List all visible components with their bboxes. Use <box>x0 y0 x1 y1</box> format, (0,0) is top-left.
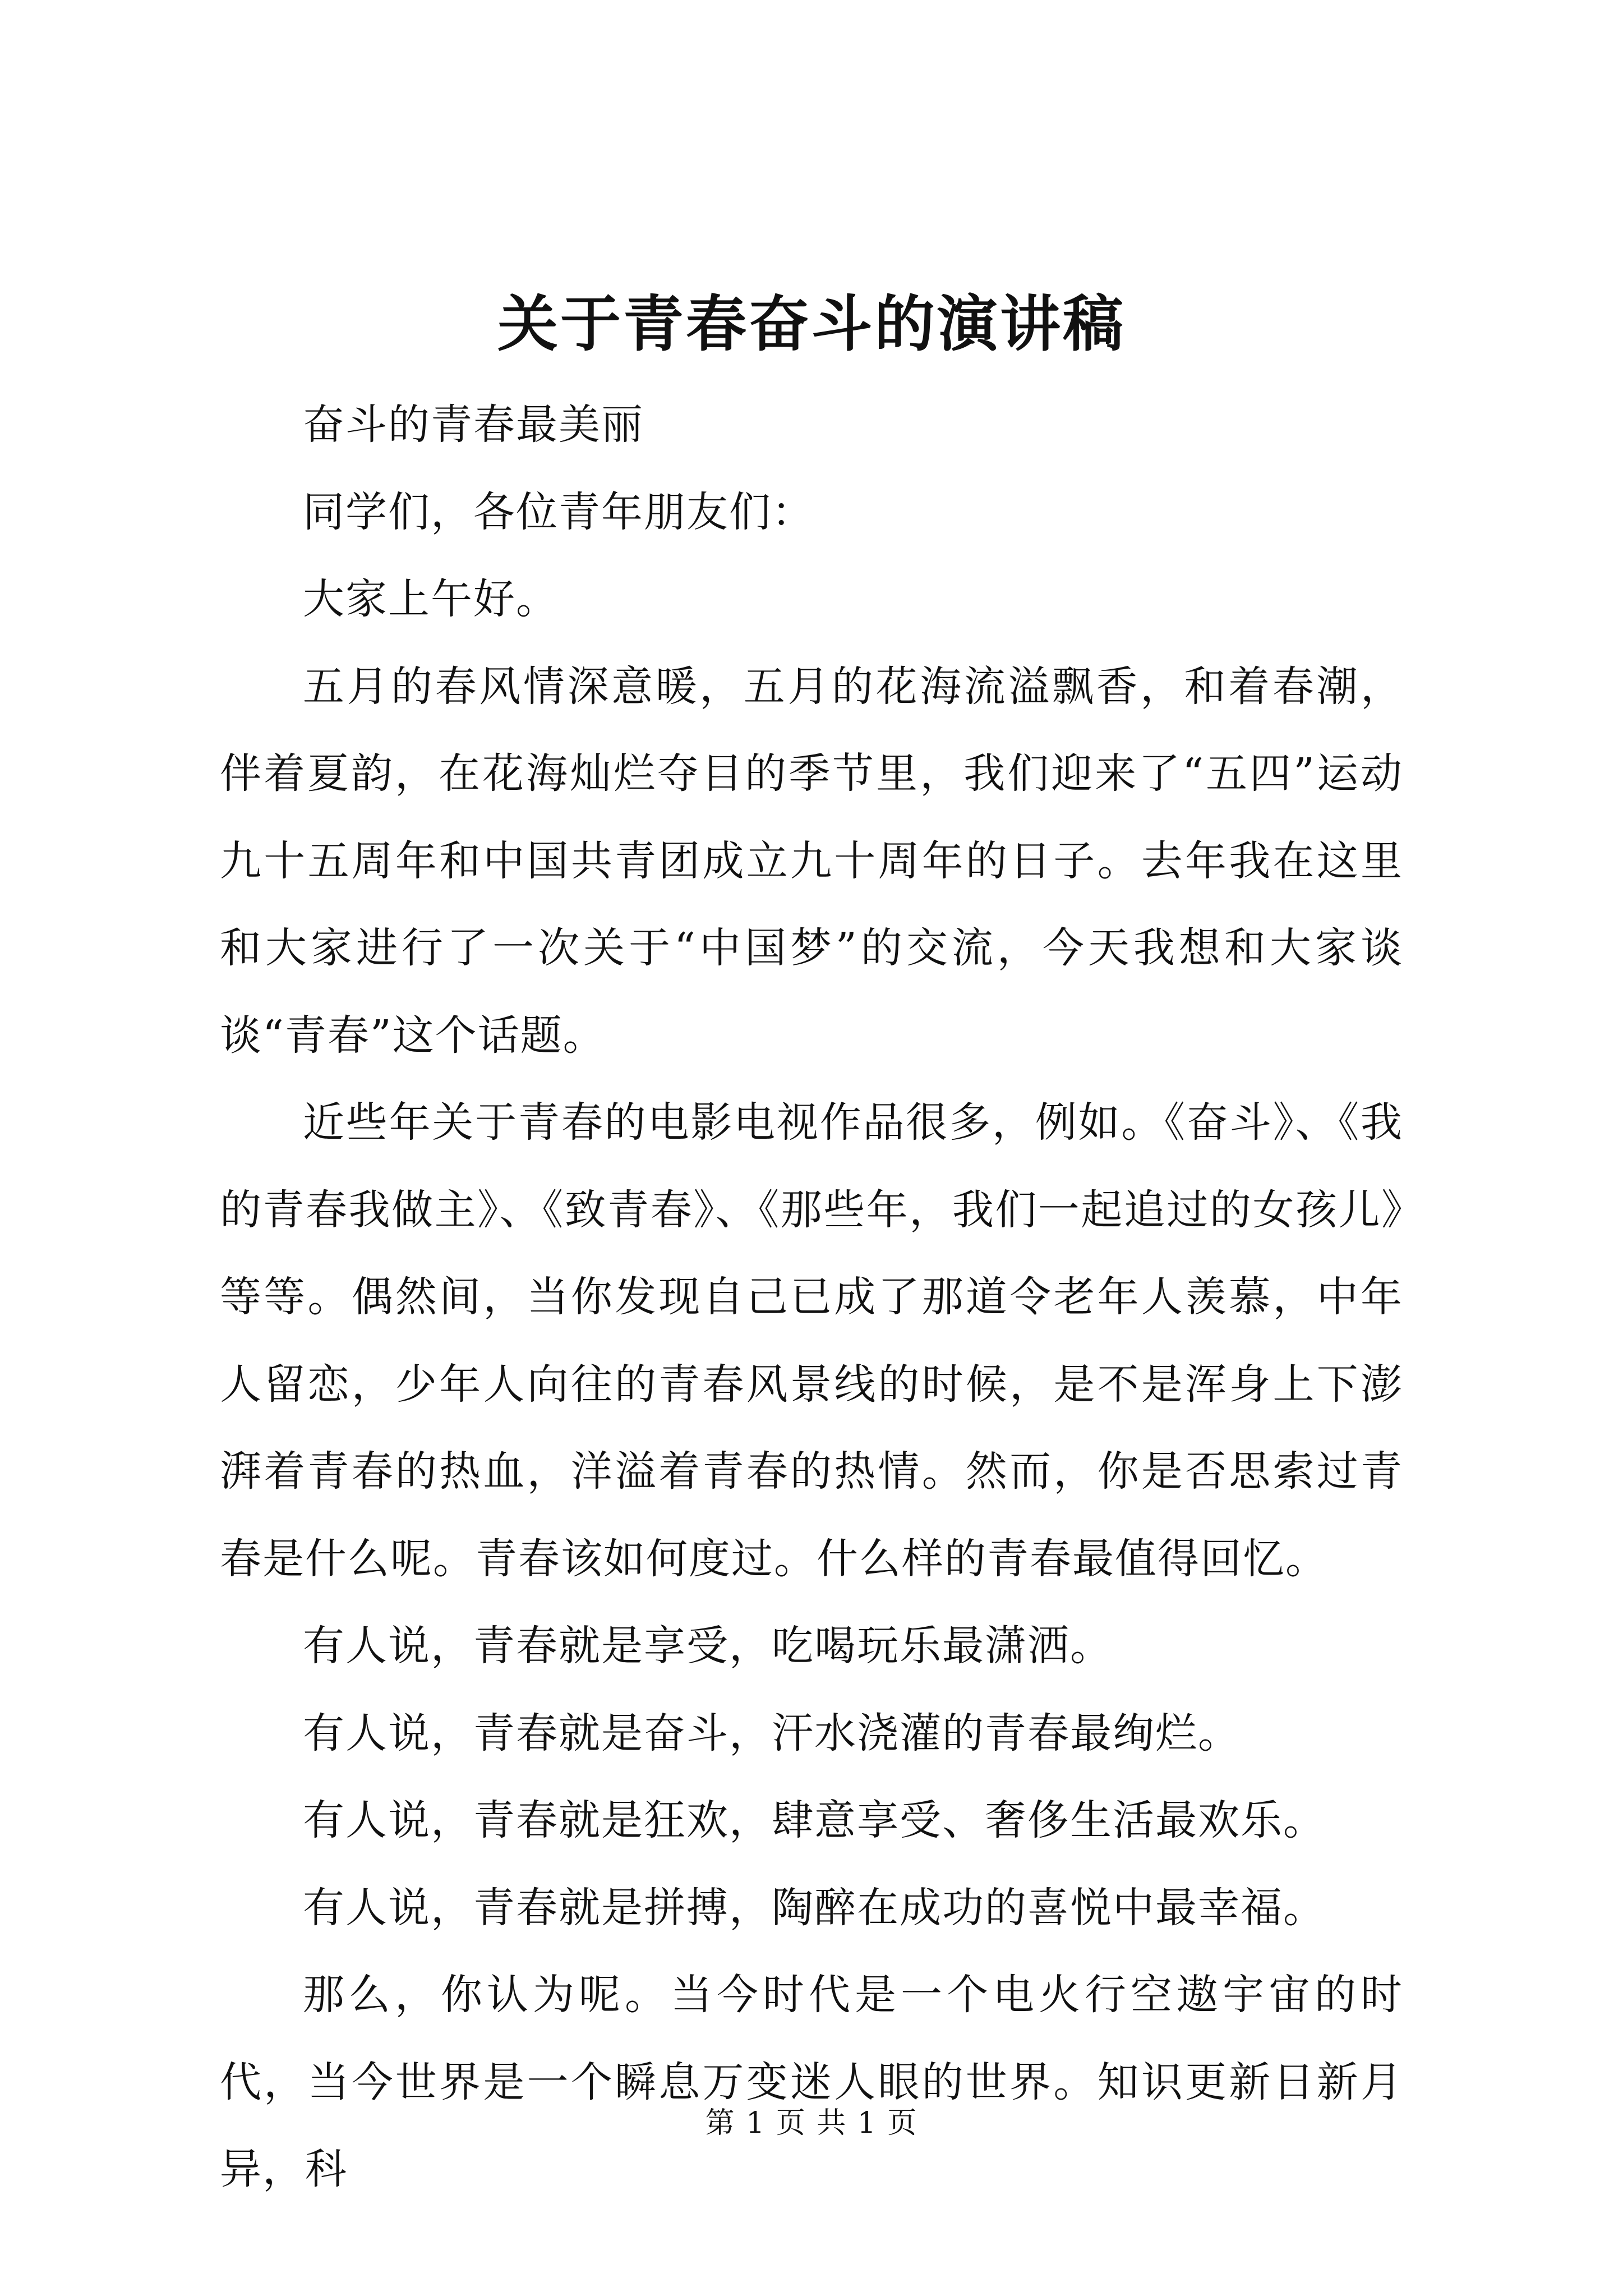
paragraph: 那么，你认为呢。当今时代是一个电火行空遨宇宙的时代，当今世界是一个瞬息万变迷人眼的世界。知识更新日新月异，科 <box>220 1971 1403 2193</box>
paragraph-salutation: 同学们，各位青年朋友们： <box>303 487 814 536</box>
paragraph: 有人说，青春就是奋斗，汗水浇灌的青春最绚烂。 <box>303 1709 1241 1757</box>
paragraph-greeting: 大家上午好。 <box>303 575 559 623</box>
paragraph: 有人说，青春就是享受，吃喝玩乐最潇洒。 <box>303 1622 1113 1670</box>
document-title: 关于青春奋斗的演讲稿 <box>497 289 1126 360</box>
paragraph: 近些年关于青春的电影电视作品很多，例如。《奋斗》、《我的青春我做主》、《致青春》、《那些年，我们一起追过的女孩儿》等等。偶然间，当你发现自己已成了那道令老年人羡慕，中年人留恋，少年人向往的青春风景线的时候，是不是浑身上下澎湃着青春的热血，洋溢着青春的热情。然而，你是否思索过青春是什么呢。青春该如何度过。什么样的青春最值得回忆。 <box>220 1098 1403 1583</box>
paragraph: 有人说，青春就是狂欢，肆意享受、奢侈生活最欢乐。 <box>303 1796 1326 1844</box>
page-footer: 第 1 页 共 1 页 <box>705 2106 918 2140</box>
document-body <box>220 381 1403 2214</box>
paragraph-subtitle: 奋斗的青春最美丽 <box>303 401 644 449</box>
paragraph: 五月的春风情深意暖，五月的花海流溢飘香，和着春潮，伴着夏韵，在花海灿烂夺目的季节里，我们迎来了“五四”运动九十五周年和中国共青团成立九十周年的日子。去年我在这里和大家进行了一次关于“中国梦”的交流，今天我想和大家谈谈“青春”这个话题。 <box>220 662 1403 1060</box>
paragraph: 有人说，青春就是拼搏，陶醉在成功的喜悦中最幸福。 <box>303 1883 1326 1932</box>
